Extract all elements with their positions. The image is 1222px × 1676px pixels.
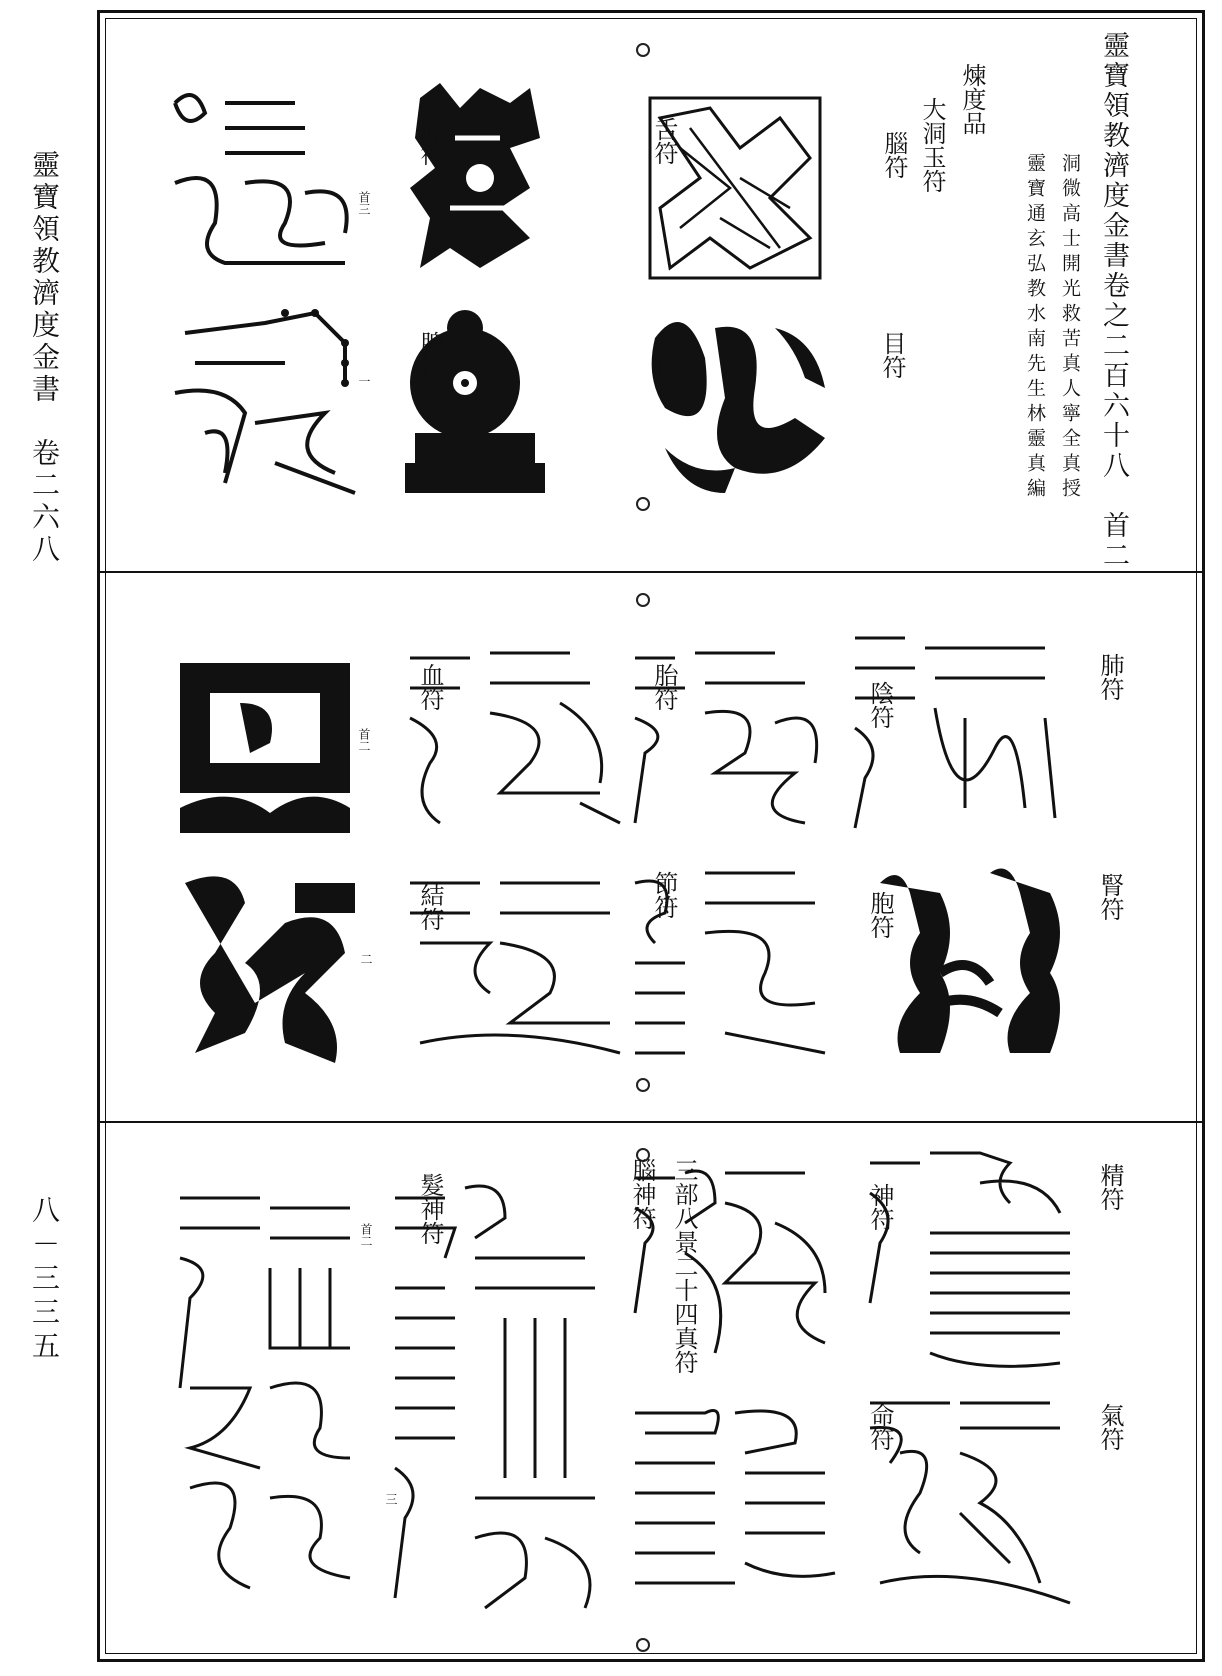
talisman-label: 髮神符 xyxy=(416,1173,444,1245)
talisman-note: 三 xyxy=(384,1493,398,1505)
talisman-note: 一 xyxy=(357,375,371,387)
talisman-knot-seal xyxy=(175,863,365,1063)
talisman-label: 氣符 xyxy=(1096,1403,1124,1451)
talisman-label: 肝符 xyxy=(416,118,444,166)
talisman-label: 精符 xyxy=(1096,1163,1124,1211)
talisman-label: 陰符 xyxy=(866,681,894,729)
section-subtitle: 大洞玉符 xyxy=(918,97,946,193)
row-divider-2 xyxy=(100,1121,1202,1123)
talisman-label: 節符 xyxy=(650,871,678,919)
talisman-note: 首三 xyxy=(357,191,371,215)
talisman-tongue-seal xyxy=(400,78,550,278)
talisman-label: 腎符 xyxy=(1096,873,1124,921)
talisman-lung-seal xyxy=(845,628,1075,838)
binding-hole-icon xyxy=(636,43,650,57)
binding-hole-icon xyxy=(636,497,650,511)
talisman-label: 命符 xyxy=(866,1403,894,1451)
credit-line-2: 靈寶通玄弘教水南先生林靈真編 xyxy=(1024,153,1046,503)
talisman-label: 結符 xyxy=(416,883,444,931)
row-divider-1 xyxy=(100,571,1202,573)
talisman-label: 腦符 xyxy=(880,131,908,179)
talisman-blood-seal xyxy=(170,643,360,843)
binding-hole-icon xyxy=(636,1078,650,1092)
talisman-label: 舌符 xyxy=(650,117,678,165)
talisman-life-seal xyxy=(625,1393,845,1593)
binding-hole-icon xyxy=(636,1638,650,1652)
page-number: 八－三三五 xyxy=(28,1195,61,1365)
talisman-label: 神符 xyxy=(866,1183,894,1231)
talisman-hair-spirit-seal xyxy=(170,1188,360,1598)
talisman-note: 首二 xyxy=(357,728,371,752)
talisman-essence-seal xyxy=(860,1143,1080,1373)
talisman-label: 脾符 xyxy=(416,331,444,379)
talisman-label: 腦神符 xyxy=(628,1158,656,1230)
talisman-label: 心符 xyxy=(650,326,678,374)
talisman-label: 胞符 xyxy=(866,891,894,939)
talisman-label: 血符 xyxy=(416,663,444,711)
talisman-spirit-seal xyxy=(625,1163,845,1373)
talisman-label: 肺符 xyxy=(1096,653,1124,701)
book-title: 靈寶領教濟度金書卷之二百六十八 首二 xyxy=(1098,31,1129,571)
binding-hole-icon xyxy=(636,593,650,607)
talisman-label: 目符 xyxy=(878,331,906,379)
running-title: 靈寶領教濟度金書 卷二六八 xyxy=(28,150,61,566)
talisman-spleen-seal xyxy=(165,303,365,503)
talisman-note: 二 xyxy=(359,953,373,965)
section-name: 煉度品 xyxy=(958,63,986,135)
talisman-note: 首二 xyxy=(359,1223,373,1247)
group-title: 三部八景二十四真符 xyxy=(670,1158,698,1374)
talisman-liver-seal xyxy=(165,83,365,283)
talisman-kidney-seal xyxy=(860,853,1080,1063)
page-frame xyxy=(97,10,1205,1662)
credit-line-1: 洞微高士開光救苦真人寧全真授 xyxy=(1059,153,1081,503)
talisman-heart-seal xyxy=(400,298,550,498)
talisman-label: 胎符 xyxy=(650,663,678,711)
